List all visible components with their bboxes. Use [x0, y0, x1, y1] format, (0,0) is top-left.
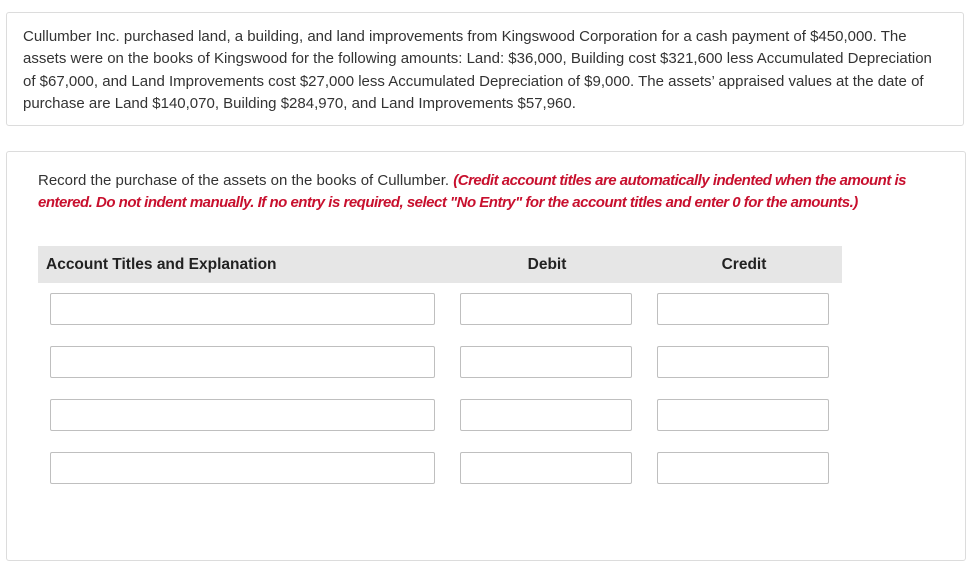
- credit-amount-input[interactable]: [657, 293, 829, 325]
- question-card: [6, 151, 966, 561]
- debit-amount-input[interactable]: [460, 346, 632, 378]
- account-title-input[interactable]: [50, 293, 435, 325]
- instruction-text: Record the purchase of the assets on the books of Cullumber.: [38, 172, 450, 189]
- journal-row: [7, 293, 907, 327]
- credit-amount-input[interactable]: [657, 399, 829, 431]
- account-title-input[interactable]: [50, 399, 435, 431]
- journal-row: [7, 346, 907, 380]
- debit-amount-input[interactable]: [460, 399, 632, 431]
- header-credit: Credit: [721, 256, 767, 273]
- credit-amount-input[interactable]: [657, 346, 829, 378]
- instruction-note: (Credit account titles are automatically indented when the amount is entered. Do not indent manually. If no entry is required, select "No Entry" for the account titles and enter 0 for the amounts.): [38, 172, 907, 211]
- journal-row: [7, 399, 907, 433]
- debit-amount-input[interactable]: [460, 293, 632, 325]
- question-instruction: [38, 170, 938, 214]
- header-account-titles: Account Titles and Explanation: [46, 256, 277, 273]
- journal-table-header: [38, 246, 842, 283]
- account-title-input[interactable]: [50, 452, 435, 484]
- problem-card: [6, 12, 964, 126]
- credit-amount-input[interactable]: [657, 452, 829, 484]
- journal-row: [7, 452, 907, 486]
- account-title-input[interactable]: [50, 346, 435, 378]
- problem-statement: Cullumber Inc. purchased land, a building, and land improvements from Kingswood Corporation for a cash payment of $450,000. The assets were on the books of Kingswood for the following amounts: Land: $36,000, Building cost $321,600 less Accumulated Depreciation of $67,000, and Land Improvements cost $27,000 less Accumulated Depreciation of $9,000. The assets’ appraised values at the date of purchase are Land $140,070, Building $284,970, and Land Improvements $57,960.: [23, 28, 932, 112]
- header-debit: Debit: [527, 256, 567, 273]
- debit-amount-input[interactable]: [460, 452, 632, 484]
